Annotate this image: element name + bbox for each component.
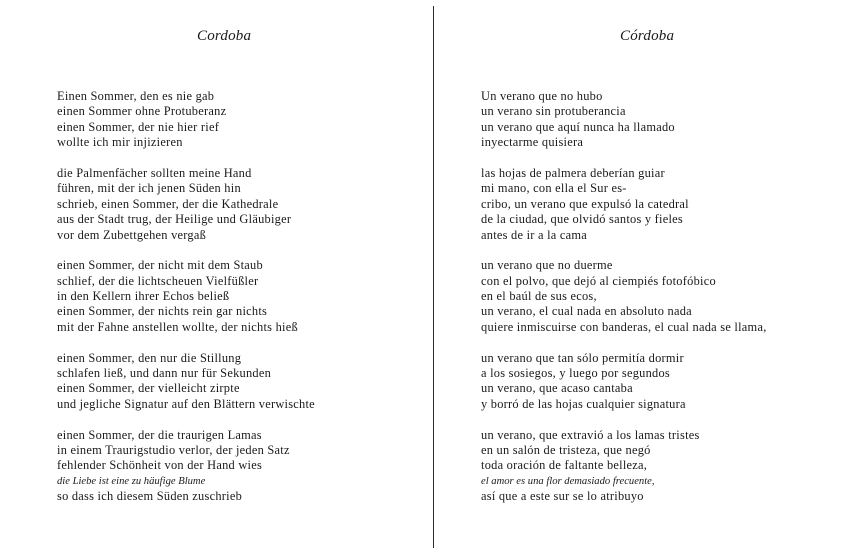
poem-line: die Palmenfächer sollten meine Hand xyxy=(57,165,252,180)
poem-line: inyectarme quisiera xyxy=(481,135,584,150)
poem-line: mi mano, con ella el Sur es- xyxy=(481,181,627,196)
poem-line: un verano que tan sólo permitía dormir xyxy=(481,350,684,365)
stanza xyxy=(57,428,315,505)
poem-line: en el baúl de sus ecos, xyxy=(481,289,597,304)
stanza xyxy=(57,166,315,243)
poem-line: einen Sommer ohne Protuberanz xyxy=(57,104,227,119)
poem-line: mit der Fahne anstellen wollte, der nichts hieß xyxy=(57,319,298,334)
stanza xyxy=(481,258,767,335)
poem-line: a los sosiegos, y luego por segundos xyxy=(481,366,670,381)
stanza xyxy=(57,351,315,413)
poem-line: un verano sin protuberancia xyxy=(481,104,626,119)
poem-line: un verano que aquí nunca ha llamado xyxy=(481,119,675,134)
german-poem-title: Cordoba xyxy=(197,28,252,44)
poem-line: en un salón de tristeza, que negó xyxy=(481,442,651,457)
poem-line: fehlender Schönheit von der Hand wies xyxy=(57,458,263,473)
poem-line: con el polvo, que dejó al ciempiés fotofóbico xyxy=(481,273,716,288)
poem-line: un verano que no duerme xyxy=(481,258,613,273)
poem-line: schrieb, einen Sommer, der die Kathedrale xyxy=(57,196,279,211)
poem-line: vor dem Zubettgehen vergaß xyxy=(57,227,207,242)
spanish-poem xyxy=(481,89,767,520)
poem-line: einen Sommer, den nur die Stillung xyxy=(57,350,242,365)
poem-line: wollte ich mir injizieren xyxy=(57,135,183,150)
poem-line: einen Sommer, der vielleicht zirpte xyxy=(57,381,240,396)
poem-line: einen Sommer, der nicht mit dem Staub xyxy=(57,258,263,273)
poem-line: Einen Sommer, den es nie gab xyxy=(57,89,215,103)
poem-line: schlief, der die lichtscheuen Vielfüßler xyxy=(57,273,259,288)
spanish-poem-title: Córdoba xyxy=(620,28,675,44)
poem-line: así que a este sur se lo atribuyo xyxy=(481,489,644,504)
poem-line-italic: el amor es una flor demasiado frecuente, xyxy=(481,475,655,487)
stanza xyxy=(481,89,767,151)
poem-line: in einem Traurigstudio verlor, der jeden Satz xyxy=(57,442,290,457)
poem-line: antes de ir a la cama xyxy=(481,227,588,242)
stanza xyxy=(481,351,767,413)
german-poem xyxy=(57,89,315,520)
poem-line: Un verano que no hubo xyxy=(481,89,603,103)
poem-line: führen, mit der ich jenen Süden hin xyxy=(57,181,241,196)
poem-line: un verano, que extravió a los lamas tristes xyxy=(481,427,700,442)
poem-line: so dass ich diesem Süden zuschrieb xyxy=(57,489,243,504)
poem-line: cribo, un verano que expulsó la catedral xyxy=(481,196,689,211)
stanza xyxy=(57,89,315,151)
poem-line: quiere inmiscuirse con banderas, el cual nada se llama, xyxy=(481,319,767,334)
poem-line: un verano, el cual nada en absoluto nada xyxy=(481,304,692,319)
poem-line: in den Kellern ihrer Echos beließ xyxy=(57,289,230,304)
stanza xyxy=(481,428,767,505)
poem-line: einen Sommer, der die traurigen Lamas xyxy=(57,427,262,442)
poem-line: toda oración de faltante belleza, xyxy=(481,458,648,473)
stanza xyxy=(481,166,767,243)
poem-line: las hojas de palmera deberían guiar xyxy=(481,165,665,180)
poem-line-italic: die Liebe ist eine zu häufige Blume xyxy=(57,475,206,487)
poem-line: de la ciudad, que olvidó santos y fieles xyxy=(481,212,684,227)
stanza xyxy=(57,258,315,335)
poem-line: einen Sommer, der nichts rein gar nichts xyxy=(57,304,268,319)
poem-line: einen Sommer, der nie hier rief xyxy=(57,119,220,134)
poem-line: aus der Stadt trug, der Heilige und Gläubiger xyxy=(57,212,292,227)
poem-line: schlafen ließ, und dann nur für Sekunden xyxy=(57,366,272,381)
poem-line: und jegliche Signatur auf den Blättern verwischte xyxy=(57,396,315,411)
poem-line: un verano, que acaso cantaba xyxy=(481,381,633,396)
poem-line: y borró de las hojas cualquier signatura xyxy=(481,396,686,411)
right-page xyxy=(434,0,864,556)
